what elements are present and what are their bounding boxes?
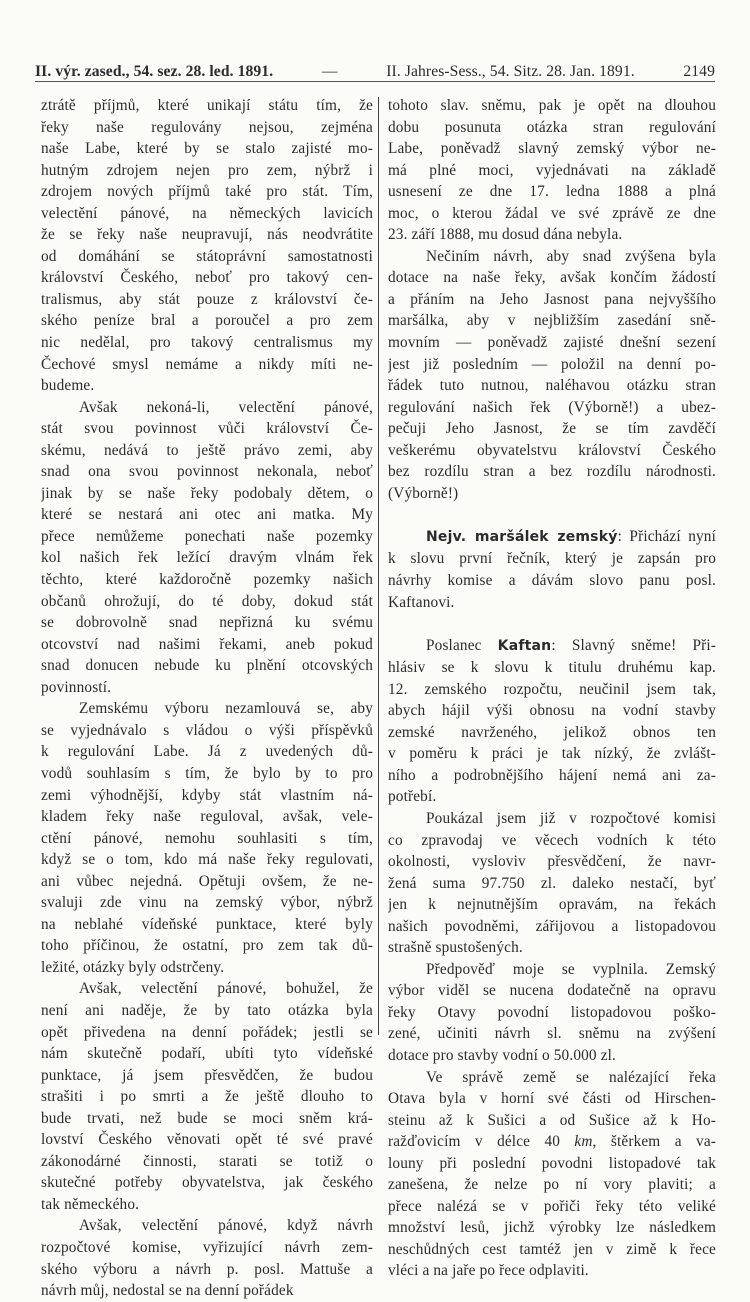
kaftan-speech-line: jen k nejnutnějším opravám, na řekách xyxy=(388,896,716,914)
kaftan-speech-line: Ve správě země se nalézající řeka xyxy=(426,1068,716,1086)
text-line: k regulování Labe. Já z uvedených dů- xyxy=(41,743,373,761)
text-line: občanů ohrožují, do té doby, dokud stát xyxy=(41,592,373,610)
text-line: Čechové smysl nemáme a nikdy míti ne- xyxy=(41,355,373,373)
left-column xyxy=(41,95,373,1302)
text-line: zákonodárné činnosti, starati se totiž o xyxy=(41,1152,373,1170)
kaftan-speech-line: abych hájil výši obnosu na vodní stavby xyxy=(388,702,716,720)
text-line: přece nemůžeme ponechati naše pozemky xyxy=(41,527,373,545)
text-line: movním — poněvadž zajisté dnešní sezení xyxy=(388,334,716,352)
kaftan-speech-line: hlásiv se k slovu k titulu druhému kap. xyxy=(388,659,716,677)
text-line: ani vůbec nejedná. Opětuji ovšem, že ne- xyxy=(41,872,373,890)
text-line: jinak by se naše řeky podobaly dětem, o xyxy=(41,484,373,502)
text-line: regulování našich řek (Výborně!) a ubez- xyxy=(388,398,716,416)
text-line: řeky naše regulovány nejsou, zejména xyxy=(41,118,373,136)
kaftan-speech-line: 12. zemského rozpočtu, neučinil jsem tak, xyxy=(388,680,716,698)
kaftan-speech-line: co zpravodaj ve věcech vodních k této xyxy=(388,831,716,849)
text-line: řádek tuto nutnou, naléhavou otázku stran xyxy=(388,377,716,395)
text-line: když se o tom, kdo má naše řeky regulovati, xyxy=(41,851,373,869)
text-line: velectění pánové, na německých lavicích xyxy=(41,204,373,222)
text-line: opět přivedena na denní pořádek; jestli se xyxy=(41,1023,373,1041)
text-line: vodů souhlasím s tím, že bylo by to pro xyxy=(41,764,373,782)
kaftan-speech-line: zemské navrženého, jelikož obnos ten xyxy=(388,723,716,741)
text-line: otcovství nad našimi řekami, aneb pokud xyxy=(41,635,373,653)
text-line: veškerému obyvatelstvu království Českého xyxy=(388,441,716,459)
text-line: tak německého. xyxy=(41,1195,140,1213)
kaftan-speech-line: řeky Otavy povodní listopadovou poško- xyxy=(388,1003,716,1021)
text-line: a přáním na Jeho Jasnost pana nejvyššího xyxy=(388,290,716,308)
text-line: tralismus, aby stát pouze z království če- xyxy=(41,290,373,308)
kaftan-speech-line: potřebí. xyxy=(388,788,437,806)
text-line: zdrojem nových příjmů také pro stát. Tím, xyxy=(41,183,373,201)
running-header xyxy=(35,57,715,82)
speaker-name: Kaftan xyxy=(497,637,552,654)
header-dash: — xyxy=(321,63,338,80)
marshal-speech-line: Kaftanovi. xyxy=(388,593,455,611)
text-line: Avšak, velectění pánové, když návrh xyxy=(79,1217,373,1235)
speaker-title: Poslanec xyxy=(426,636,498,654)
paragraph-gap xyxy=(388,504,716,526)
marshal-speech-line: návrhy komise a dávám slovo panu posl. xyxy=(388,571,716,589)
kaftan-speech-line: neschůdných cest tamtéž jen v zimě k řece xyxy=(388,1240,716,1258)
text-line: pečuji Jeho Jasnost, že se tím zavděčí xyxy=(388,420,716,438)
kaftan-speech-line: vléci a na jaře po řece odplaviti. xyxy=(388,1262,589,1280)
text-line: kladem řeky naše reguloval, avšak, vele- xyxy=(41,808,373,826)
kaftan-speech-line: strašně spustošených. xyxy=(388,939,523,957)
text-line: svaluji zde vinu na zemský výbor, nýbrž xyxy=(41,894,373,912)
text-line: zemi výhodnější, kdyby stát vlastním ná- xyxy=(41,786,373,804)
text-line: Avšak nekoná-li, velectění pánové, xyxy=(79,398,373,416)
text-line: toho příčinou, že ostatní, pro zem tak dů- xyxy=(41,937,373,955)
speech-text: , štěrkem a va- xyxy=(592,1133,716,1151)
text-line: Avšak, velectění pánové, bohužel, že xyxy=(79,980,373,998)
text-line: 23. září 1888, mu dosud dána nebyla. xyxy=(388,226,623,244)
column-divider xyxy=(378,97,379,1035)
kaftan-speech-line: okolnosti, vysloviv přesvědčení, že navr- xyxy=(388,853,716,871)
text-line: povinností. xyxy=(41,678,112,696)
kaftan-speech-line: přece nalézá se v pořiči řeky této veliké xyxy=(388,1197,716,1215)
text-line: lovství Českého věnovati opět té své pravé xyxy=(41,1131,373,1149)
marshal-speech-line xyxy=(388,526,716,549)
text-line: skutečné potřeby obyvatelstva, jak českého xyxy=(41,1174,373,1192)
speech-text: : Přichází nyní xyxy=(617,527,716,545)
text-line: se dobrovolně snad nepřizná ku svému xyxy=(41,614,373,632)
text-line: naše Labe, které by se stalo zajisté mo- xyxy=(41,140,373,158)
text-line: snad ona svou povinnost nekonala, neboť xyxy=(41,463,373,481)
kaftan-speech-line: Poukázal jsem již v rozpočtové komisi xyxy=(426,809,716,827)
text-line: Labe, poněvadž slavný zemský výbor ne- xyxy=(388,140,716,158)
text-line: (Výborně!) xyxy=(388,484,459,502)
speech-text: : Slavný sněme! Při- xyxy=(551,636,716,654)
text-line: hutným zdrojem nejen pro zem, nýbrž i xyxy=(41,161,373,179)
text-line: ztrátě příjmů, které unikají státu tím, že xyxy=(41,97,373,114)
header-czech: II. výr. zased., 54. sez. 28. led. 1891. xyxy=(35,63,274,80)
text-line: které se nestará ani otec ani matka. My xyxy=(41,506,373,524)
text-line: se vyjednávalo s vládou o výši příspěvků xyxy=(41,721,373,739)
text-line: od domáhání se státoprávní samostatnosti xyxy=(41,247,373,265)
text-line: strašiti i po smrti a že ještě dlouho to xyxy=(41,1088,373,1106)
text-line: ctění pánové, nemohu souhlasiti s tím, xyxy=(41,829,373,847)
kaftan-speech-line: Předpověď moje se vyplnila. Zemský xyxy=(426,960,716,978)
text-line: království Českého, neboť pro takový cen- xyxy=(41,269,373,287)
kaftan-speech-line: steinu až k Sušici a od Sušice až k Ho- xyxy=(388,1111,716,1129)
kaftan-speech-line: zanešena, že nelze po ní vory plaviti; a xyxy=(388,1176,716,1194)
kaftan-speech-line xyxy=(388,635,716,658)
kaftan-speech-line: výbor viděl se nucena dodatečně na opravu xyxy=(388,982,716,1000)
text-line: usnesení ze dne 17. ledna 1888 a plná xyxy=(388,183,716,201)
kaftan-speech-line: v poměru k práci je tak nízký, že zvlášt- xyxy=(388,745,716,763)
text-line: tohoto slav. sněmu, pak je opět na dlouhou xyxy=(388,97,716,114)
text-line: stát svou povinnost vůči království Če- xyxy=(41,420,373,438)
text-line: rozpočtové komise, vyřizující návrh zem- xyxy=(41,1238,373,1256)
text-line: dotace na naše řeky, avšak končím žádostí xyxy=(388,269,716,287)
unit-km: km xyxy=(574,1133,593,1151)
kaftan-speech-line: dotace pro stavby vodní o 50.000 zl. xyxy=(388,1046,617,1064)
kaftan-speech-line: Otava byla v horní své části od Hirschen- xyxy=(388,1090,716,1108)
text-line: punktace, já jsem přesvědčen, že budou xyxy=(41,1066,373,1084)
paragraph-gap xyxy=(388,613,716,635)
text-line: těchto, které každoročně pozemky našich xyxy=(41,571,373,589)
text-line: maršálka, aby v nejbližším zasedání sně- xyxy=(388,312,716,330)
speech-text: ražďovicím v délce 40 xyxy=(388,1133,575,1151)
text-line: že se řeky naše neupravují, nás neodvrátite xyxy=(41,226,373,244)
text-line: na neblahé vídeňské punktace, které byly xyxy=(41,915,373,933)
text-line: nám skutečně podaří, ubíti tyto vídeňské xyxy=(41,1045,373,1063)
marshal-speech-line: k slovu první řečník, který je zapsán pro xyxy=(388,550,716,568)
text-line: ležité, otázky byly odstrčeny. xyxy=(41,958,225,976)
kaftan-speech-line: zené, učiniti návrh sl. sněmu na zvýšení xyxy=(388,1025,716,1043)
text-line: bude trvati, než bude se moci sněm krá- xyxy=(41,1109,373,1127)
text-line: kol našich řek ležící dravým vlnám řek xyxy=(41,549,373,567)
text-line: dobu posunuta otázka stran regulování xyxy=(388,118,716,136)
kaftan-speech-line: našich povodněmi, zářijovou a listopadovou xyxy=(388,917,716,935)
text-line: moc, o kterou žádal ve své zprávě ze dne xyxy=(388,204,716,222)
text-line: Nečiním návrh, aby snad zvýšena byla xyxy=(426,247,716,265)
text-line: snad donucen nebude ku plnění otcovských xyxy=(41,657,373,675)
text-line: není ani naděje, že by tato otázka byla xyxy=(41,1001,373,1019)
text-line: Zemskému výboru nezamlouvá se, aby xyxy=(79,700,373,718)
text-line: budeme. xyxy=(41,377,95,395)
text-line: má plné moci, vyjednávati na základě xyxy=(388,161,716,179)
kaftan-speech-line: ního a podrobnějšího hájení nemá ani za- xyxy=(388,766,716,784)
header-german: II. Jahres-Sess., 54. Sitz. 28. Jan. 1891. xyxy=(386,63,635,80)
text-line: skému, nedává to ještě právo zemi, aby xyxy=(41,441,373,459)
text-line: ského peníze bral a poroučel a pro zem xyxy=(41,312,373,330)
text-line: ského výboru a návrh p. posl. Mattuše a xyxy=(41,1260,373,1278)
kaftan-speech-line: louny při poslední povodni listopadové tak xyxy=(388,1154,716,1172)
page-number: 2149 xyxy=(683,63,715,80)
kaftan-speech-line: žená suma 97.750 zl. daleko nestačí, byť xyxy=(388,874,716,892)
text-line: návrh můj, nedostal se na denní pořádek xyxy=(41,1282,294,1300)
text-line: bez rozdílu stran a bez rozdílu národnosti. xyxy=(388,463,716,481)
kaftan-speech-line xyxy=(388,1131,716,1153)
text-line: jest již posledním — položil na denní po- xyxy=(388,355,716,373)
kaftan-speech-line: množství lesů, jichž výrobky lze následkem xyxy=(388,1219,716,1237)
right-column xyxy=(388,95,716,1282)
text-line: nic nedělal, pro takový centralismus my xyxy=(41,334,373,352)
speaker-name: Nejv. maršálek zemský xyxy=(426,528,618,545)
